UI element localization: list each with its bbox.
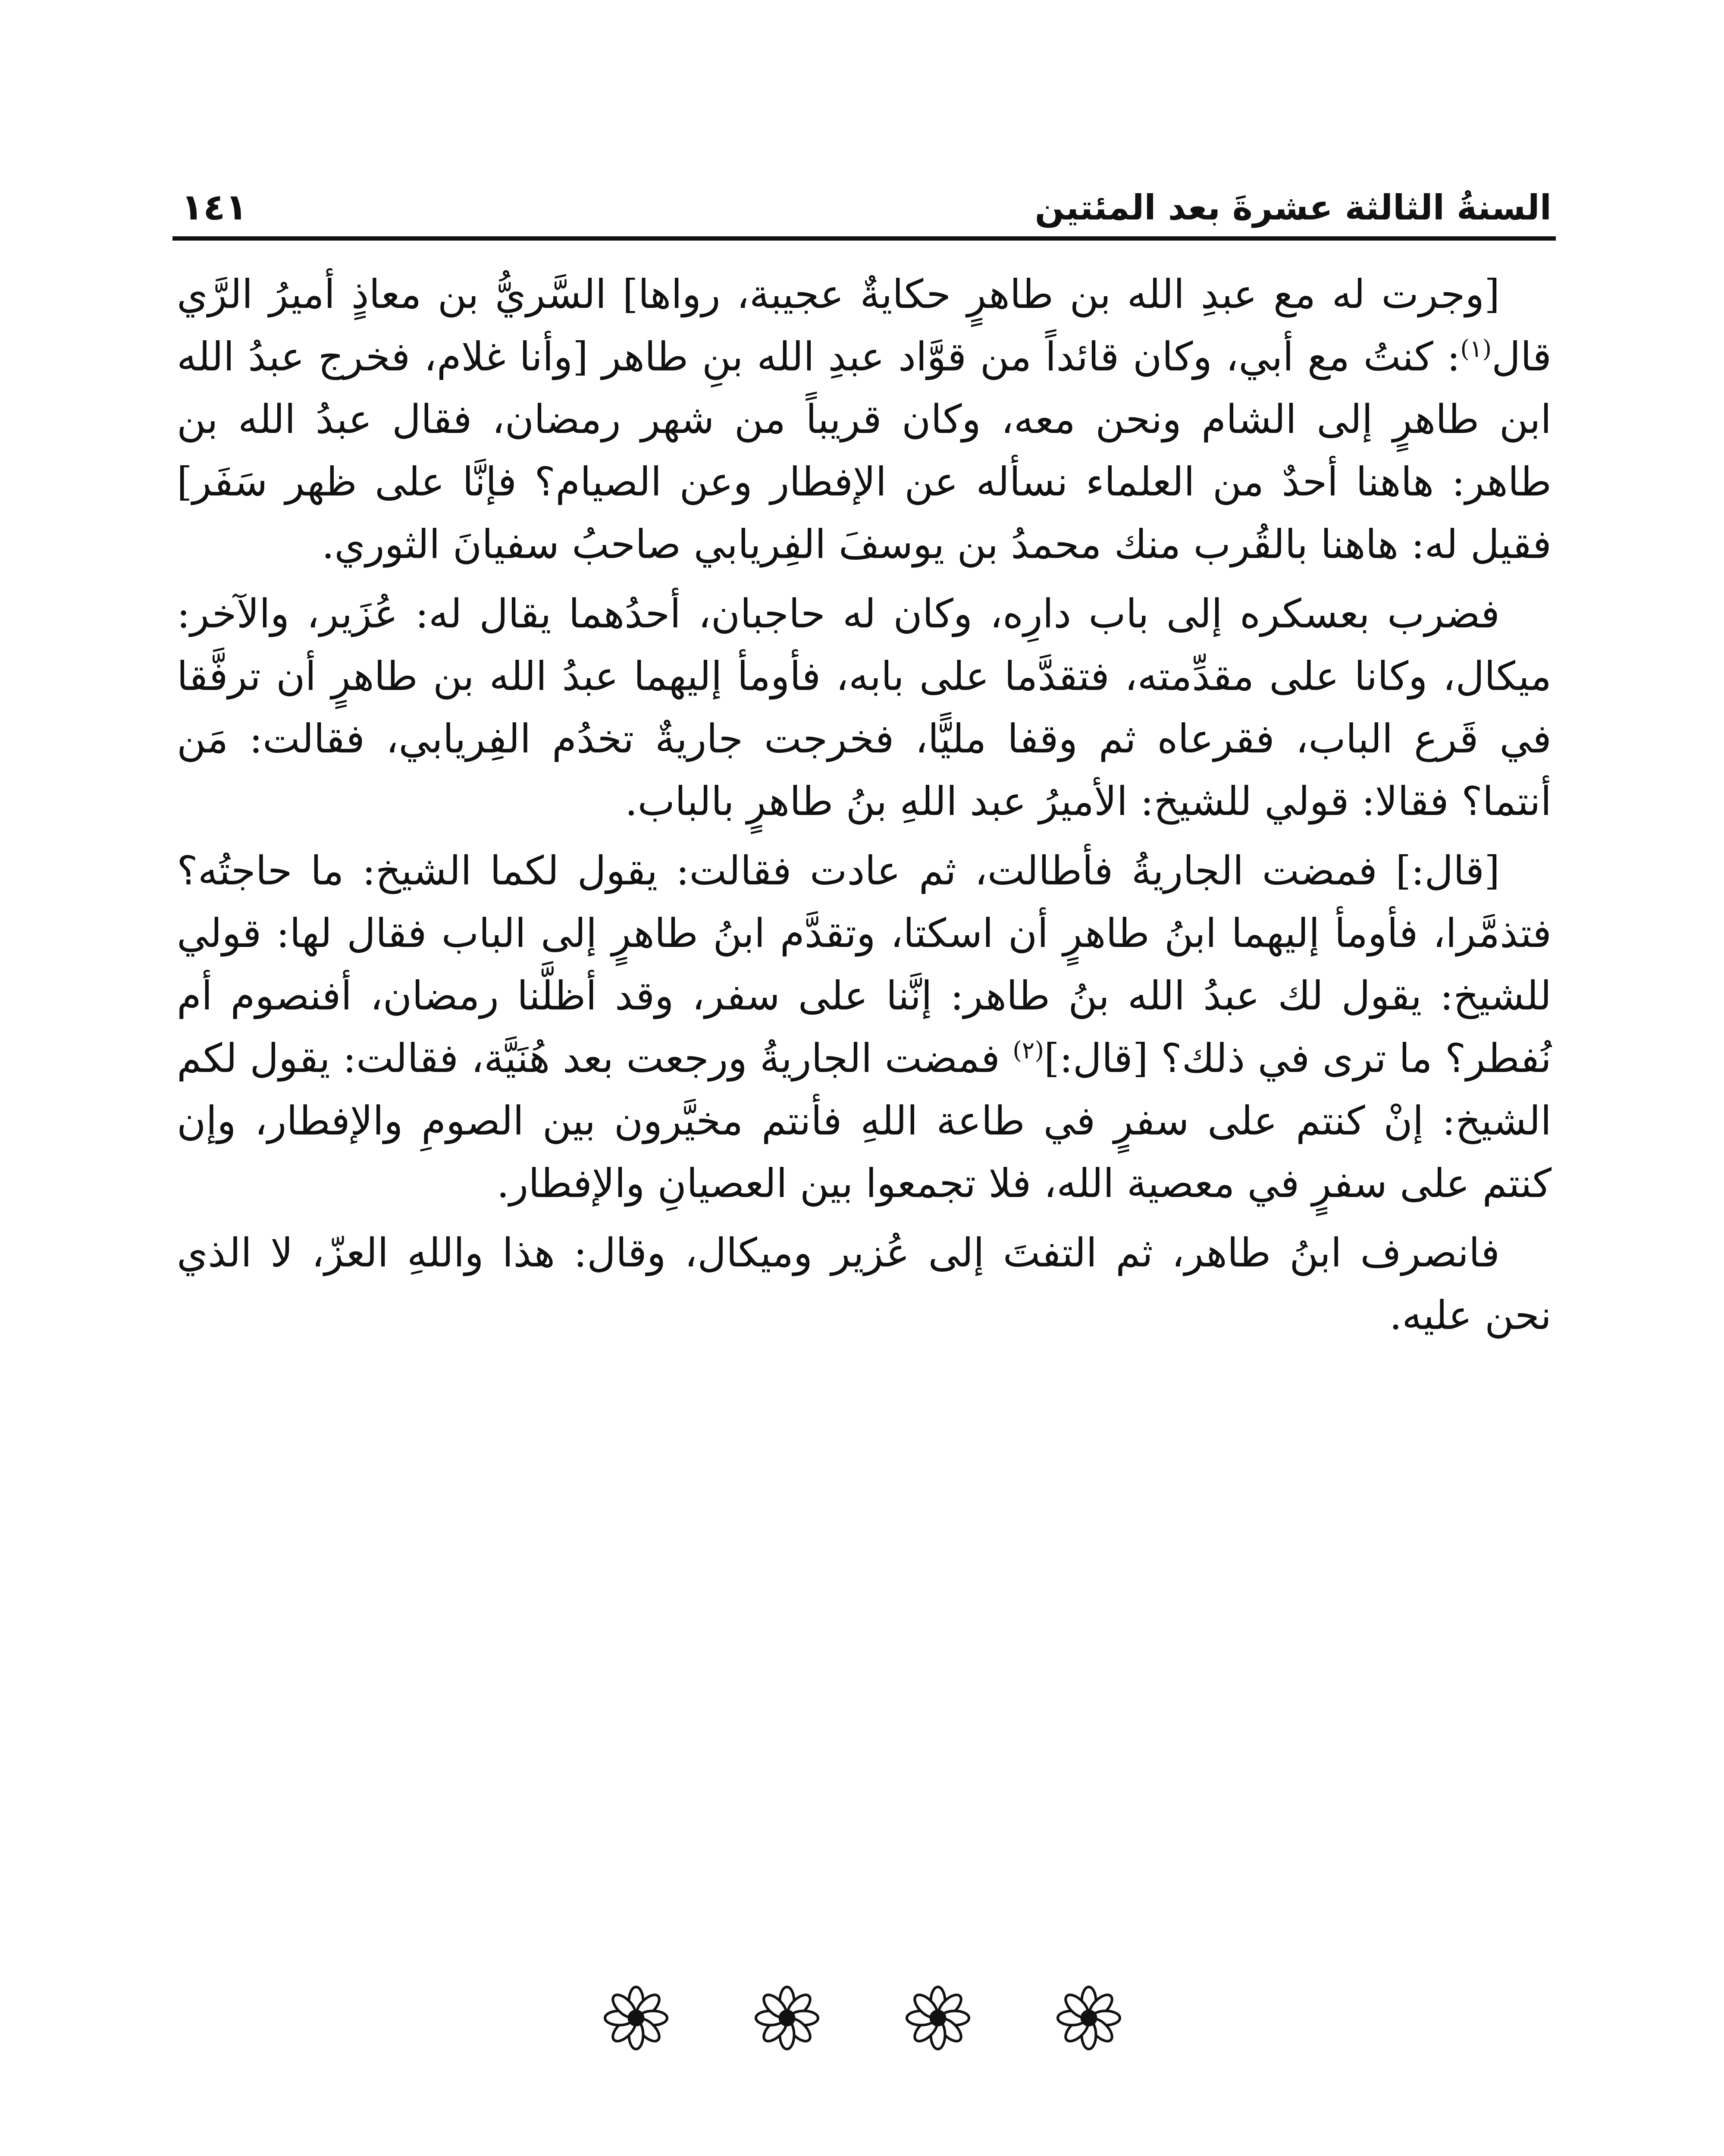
paragraph-text: فمضت الجاريةُ ورجعت بعد هُنَيَّة، فقالت: يقول لكم الشيخ: إنْ كنتم على سفرٍ في طاعة اللهِ فأنتم مخيَّرون بين الصومِ والإفطار، وإن كنتم على سفرٍ في معصية الله، فلا تجمعوا بين العصيانِ والإفطار. <box>177 1035 1552 1206</box>
page-header <box>181 129 1552 237</box>
flower-ornament-icon <box>755 1986 819 2050</box>
main-text <box>177 263 1552 1354</box>
section-ornaments <box>604 1979 1121 2057</box>
page-number: ١٤١ <box>181 186 248 228</box>
footnote-ref: (٢) <box>1012 1037 1044 1065</box>
running-title: السنةُ الثالثة عشرةَ بعد المئتين <box>1034 188 1552 228</box>
paragraph-text: [قال:] فمضت الجاريةُ فأطالت، ثم عادت فقالت: يقول لكما الشيخ: ما حاجتُه؟ فتذمَّرا، فأومأ إليهما ابنُ طاهرٍ أن اسكتا، وتقدَّم ابنُ طاهرٍ إلى الباب فقال لها: قولي للشيخ: يقول لك عبدُ الله بنُ طاهر: إنَّنا على سفر، وقد أظلَّنا رمضان، أفنصوم أم نُفطر؟ ما ترى في ذلك؟ [قال:] <box>177 848 1552 1081</box>
flower-ornament-icon <box>1056 1986 1121 2050</box>
paragraph: فانصرف ابنُ طاهر، ثم التفتَ إلى عُزير وميكال، وقال: هذا واللهِ العزّ، لا الذي نحن عليه. <box>177 1230 1552 1338</box>
paragraph-text: [وجرت له مع عبدِ الله بن طاهرٍ حكايةٌ عجيبة، رواها] السَّريُّ بن معاذٍ أميرُ الرَّي قال <box>177 271 1552 380</box>
paragraph <box>177 263 1552 576</box>
flower-ornament-icon <box>604 1986 668 2050</box>
paragraph <box>177 840 1552 1215</box>
paragraph-text: : كنتُ مع أبي، وكان قائداً من قوَّاد عبدِ الله بنِ طاهر [وأنا غلام، فخرج عبدُ الله ابن طاهرٍ إلى الشام ونحن معه، وكان قريباً من شهر رمضان، فقال عبدُ الله بن طاهر: هاهنا أحدٌ من العلماء نسأله عن الإفطار وعن الصيام؟ فإنَّا على ظهر سَفَر] فقيل له: هاهنا بالقُرب منك محمدُ بن يوسفَ الفِريابي صاحبُ سفيانَ الثوري. <box>177 334 1552 567</box>
footnote-ref: (١) <box>1460 335 1492 363</box>
paragraph: فضرب بعسكره إلى باب دارِه، وكان له حاجبان، أحدُهما يقال له: عُزَير، والآخر: ميكال، وكانا على مقدِّمته، فتقدَّما على بابه، فأومأ إليهما عبدُ الله بن طاهرٍ أن ترفَّقا في قَرع الباب، فقرعاه ثم وقفا مليًّا، فخرجت جاريةٌ تخدُم الفِريابي، فقالت: مَن أنتما؟ فقالا: قولي للشيخ: الأميرُ عبد اللهِ بنُ طاهرٍ بالباب. <box>177 591 1552 824</box>
header-rule <box>172 236 1556 241</box>
flower-ornament-icon <box>906 1986 970 2050</box>
